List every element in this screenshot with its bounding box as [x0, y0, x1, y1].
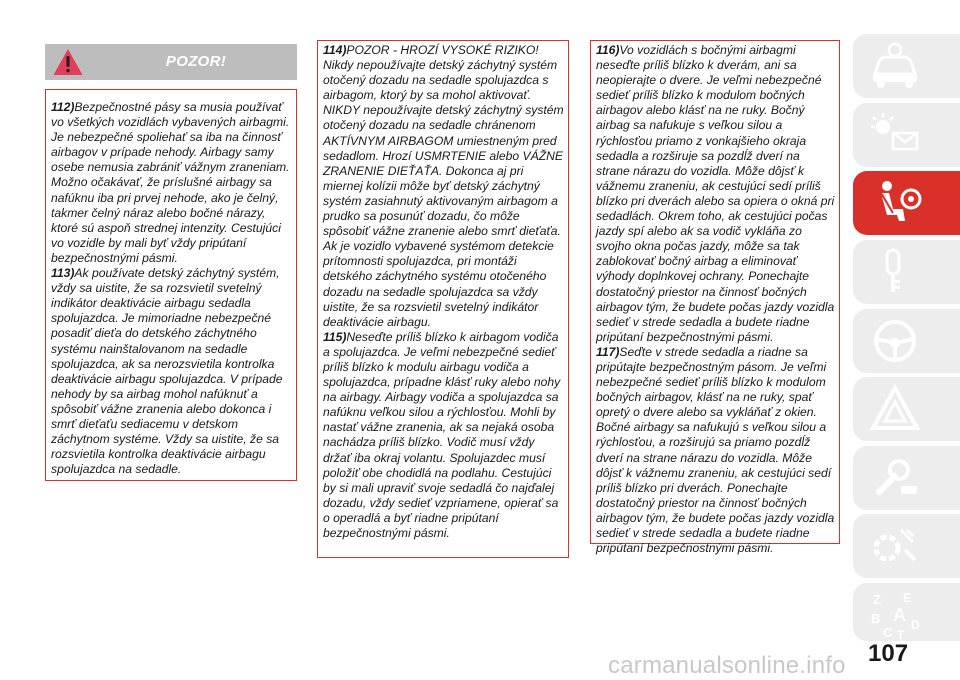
- paragraph-number: 116): [596, 43, 620, 57]
- seat-airbag-safety-icon: [867, 177, 923, 229]
- technical-data-icon: [867, 520, 923, 572]
- index-letter: A: [893, 605, 906, 625]
- paragraph-number: 114): [323, 43, 347, 57]
- index-letter: T: [897, 628, 905, 641]
- paragraph-text: POZOR - HROZÍ VYSOKÉ RIZIKO! Nikdy nepoužívajte detský záchytný systém otočený dozadu na sedadle spolujazdca s airbagom, ktorý by sa mohol aktivovať. NIKDY nepoužívajte detský záchytný systém otočený dozadu na sedadle chránenom AKTÍVNYM AIRBAGOM umiestneným pred sedadlom. Hrozí USMRTENIE alebo VÁŽNE ZRANENIE DIEŤAŤA. Dokonca aj pri miernej kolízii môže byť detský záchytný systém zasiahnutý aktivovaným airbagom a prudko sa posunúť dozadu, čo môže spôsobiť vážne zranenie alebo smrť dieťaťa. Ak je vozidlo vybavené systémom detekcie prítomnosti spolujazdca, pri montáži detského záchytného systému otočeného dozadu na sedadle spolujazdca sa vždy uistite, že sa rozsvietil svetelný indikátor deaktivácie airbagu.: [323, 43, 564, 329]
- car-info-icon: [867, 40, 923, 92]
- warning-triangle-icon: [867, 383, 923, 435]
- dashboard-lights-icon: [867, 109, 923, 161]
- sidebar-tab-car-info[interactable]: [853, 34, 960, 98]
- paragraph-113: [51, 266, 292, 477]
- warning-box-column-3: [590, 40, 840, 556]
- index-letter: E: [903, 591, 912, 605]
- steering-wheel-icon: [867, 315, 923, 367]
- index-letter: C: [883, 625, 893, 640]
- sidebar-tab-starting[interactable]: [853, 240, 960, 304]
- paragraph-number: 113): [51, 266, 75, 281]
- paragraph-number: 115): [323, 329, 347, 344]
- paragraph-text: Ak používate detský záchytný systém, vždy sa uistite, že sa rozsvietil svetelný indikátor deaktivácie airbagu sedadla spolujazdca. Je mimoriadne nebezpečné posadiť dieťa do detského záchytného systému nainštalovanom na sedadle spolujazdca, ak sa nerozsvietila kontrolka deaktivácie airbagu spolujazdca. V prípade nehody by sa airbag mohol nafúknuť a spôsobiť vážne zranenia alebo dokonca i smrť dieťaťu sediacemu v detskom záchytnom systéme. Vždy sa uistite, že sa rozsvietila kontrolka deaktivácie airbagu spolujazdca na sedadle.: [51, 266, 283, 477]
- paragraph-112: [51, 100, 292, 266]
- paragraph-number: 112): [51, 100, 75, 114]
- paragraph-text: Bezpečnostné pásy sa musia používať vo všetkých vozidlách vybavených airbagmi. Je nebezpečné spoliehať sa iba na činnosť airbagov v prípade nehody. Airbagy samy osebe nemusia zabrániť vážnym zraneniam. Možno očakávať, že príslušné airbagy sa nafúknu iba pri prvej nehode, ako je čelný, takmer čelný náraz alebo bočné nárazy, ktoré sú aspoň strednej intenzity. Cestujúci vo vozidle by mali byť vždy pripútaní bezpečnostnými pásmi.: [51, 100, 290, 265]
- paragraph-text: Neseďte príliš blízko k airbagom vodiča a spolujazdca. Je veľmi nebezpečné sedieť príliš blízko k modulu airbagu vodiča a spolujazdca, prípadne klásť ruky alebo nohy na airbagy. Airbagy vodiča a spolujazdca sa nafúknu veľkou silou a rýchlosťou. Mohli by nastať vážne zranenia, ak sa nejaká osoba nachádza príliš blízko. Vodič musí vždy držať iba okraj volantu. Spolujazdec musí položiť obe chodidlá na podlahu. Cestujúci by si mali upraviť svoje sedadlá čo najďalej dozadu, vždy sedieť vzpriamene, opierať sa o operadlá a byť riadne pripútaní bezpečnostnými pásmi.: [323, 329, 561, 540]
- sidebar-tab-dashboard-lights[interactable]: [853, 103, 960, 167]
- wrench-car-icon: [867, 452, 923, 504]
- watermark: carmanualsonline.info: [608, 652, 846, 679]
- sidebar-tab-emergency[interactable]: [853, 377, 960, 441]
- sidebar-tab-safety[interactable]: [853, 171, 960, 235]
- sidebar-tab-index[interactable]: [853, 583, 960, 641]
- paragraph-116: [596, 43, 835, 345]
- key-ignition-icon: [867, 246, 923, 298]
- alphabetical-index-icon: [867, 589, 923, 641]
- index-letter: D: [911, 618, 920, 632]
- paragraph-text: Seďte v strede sedadla a riadne sa pripútajte bezpečnostným pásom. Je veľmi nebezpečné sedieť príliš blízko k modulom bočných airbagov, klásť na ne ruky, spať opretý o dvere alebo sa vykláňať z okien. Bočné airbagy sa nafukujú s veľkou silou a rýchlosťou, a rozširujú sa priamo pozdĺž dverí na strane nárazu do vozidla. Môže dôjsť k vážnemu zraneniu, ak cestujúci sedí príliš blízko pri dverách. Ponechajte dostatočný priestor na činnosť bočných airbagov tým, že budete počas jazdy vozidla sedieť v strede sedadla a budete riadne pripútaní bezpečnostnými pásmi.: [596, 344, 835, 556]
- warning-box-column-1: [45, 89, 297, 481]
- index-letter: B: [871, 611, 881, 626]
- warning-box-column-2: [317, 40, 569, 558]
- sidebar-tab-driving[interactable]: [853, 309, 960, 373]
- paragraph-number: 117): [596, 344, 620, 359]
- index-letter: Z: [873, 592, 881, 607]
- page-number: 107: [868, 640, 909, 667]
- warning-title: POZOR!: [165, 53, 227, 70]
- paragraph-text: Vo vozidlách s bočnými airbagmi neseďte príliš blízko k dverám, ani sa neopierajte o dvere. Je veľmi nebezpečné sedieť príliš blízko k modulom bočných airbagov alebo klásť na ne ruky. Bočný airbag sa nafukuje s veľkou silou a rýchlosťou priamo z vonkajšieho okraja sedadla a rozširuje sa pozdĺž dverí na strane nárazu do vozidla. Môže dôjsť k vážnemu zraneniu, ak cestujúci sedí príliš blízko pri dverách alebo sa opiera o okná pri sedadlách. Okrem toho, ak cestujúci počas jazdy spí alebo ak sa vodič vykláňa zo svojho okna počas jazdy, môže sa tak zablokovať bočný airbag a eliminovať výhody doplnkovej ochrany. Ponechajte dostatočný priestor na činnosť bočných airbagov tým, že budete počas jazdy vozidla sedieť v strede sedadla a budete riadne pripútaní bezpečnostnými pásmi.: [596, 43, 835, 344]
- paragraph-117: [596, 345, 835, 556]
- paragraph-114: [323, 43, 564, 330]
- warning-header: [45, 44, 297, 80]
- sidebar-tab-maintenance[interactable]: [853, 446, 960, 510]
- paragraph-115: [323, 330, 564, 541]
- sidebar-tab-technical-data[interactable]: [853, 514, 960, 578]
